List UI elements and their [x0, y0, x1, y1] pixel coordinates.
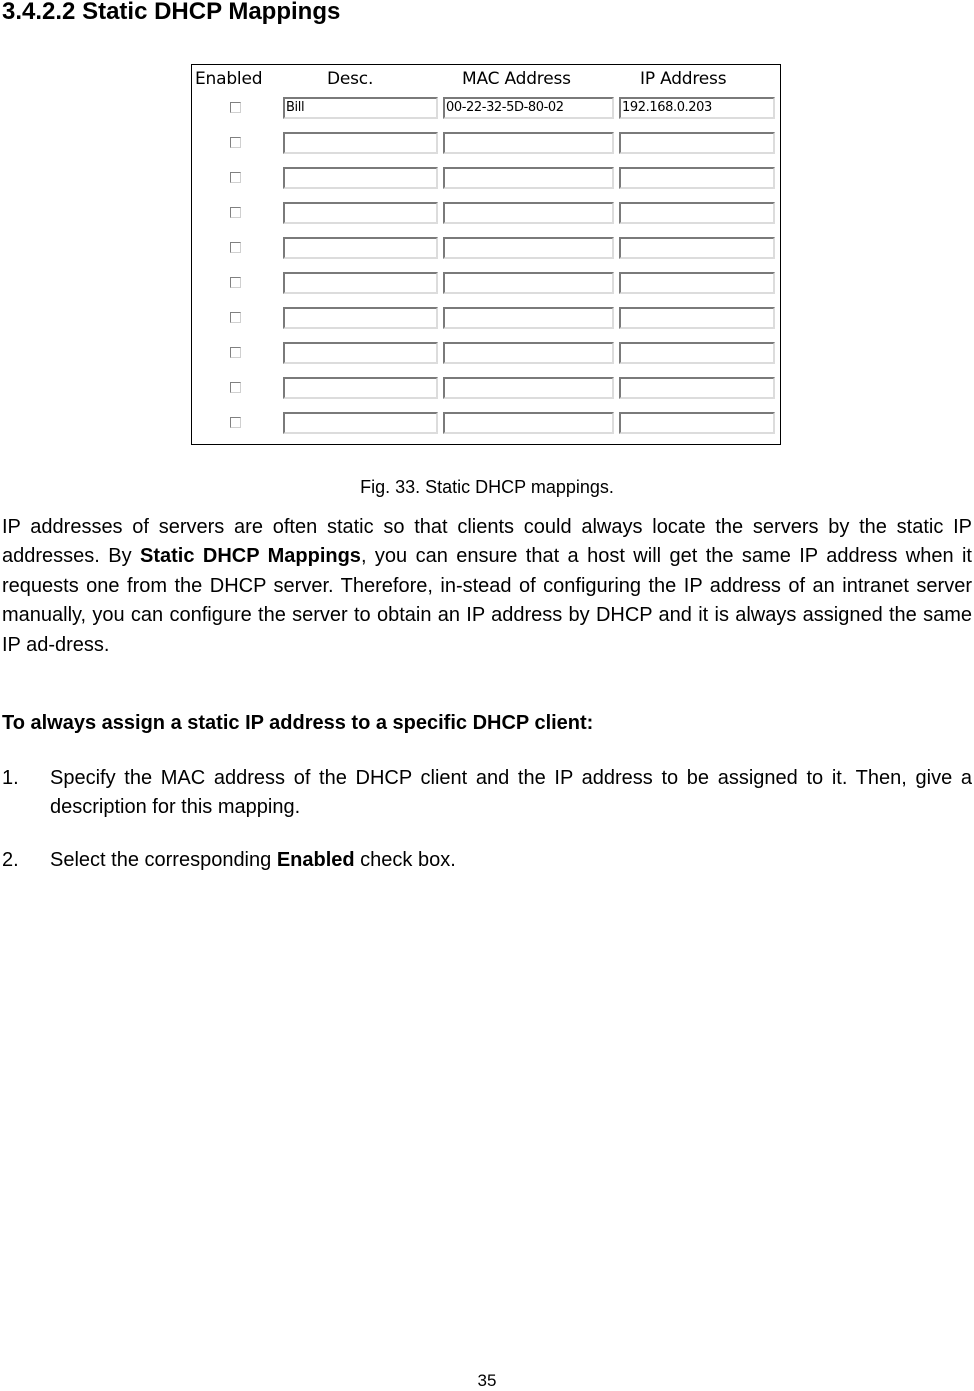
enabled-column-header: Enabled [195, 69, 263, 89]
step-text-before: Select the corresponding [50, 849, 277, 871]
desc-field[interactable] [283, 202, 438, 224]
mapping-row [192, 410, 780, 438]
paragraph-text-after: , you can ensure that a host will get the same IP address when it requests one from the DHCP server. Therefore, in-stead of configuring the IP address of an intranet server manually, you can configure the server to obtain an IP address by DHCP and it is always assigned the same IP ad-dress. [2, 545, 972, 656]
static-dhcp-mappings-figure [191, 64, 781, 445]
enabled-checkbox[interactable] [230, 347, 241, 358]
desc-field[interactable] [283, 132, 438, 154]
enabled-checkbox[interactable] [230, 137, 241, 148]
mac-address-field[interactable] [443, 412, 614, 434]
enabled-checkbox[interactable] [230, 102, 241, 113]
mac-address-field[interactable] [443, 342, 614, 364]
body-paragraph [2, 513, 972, 660]
step-number: 2. [2, 849, 19, 871]
mac-address-field[interactable] [443, 272, 614, 294]
ip-address-field[interactable]: 192.168.0.203 [619, 97, 775, 119]
desc-field[interactable] [283, 412, 438, 434]
mapping-row [192, 95, 780, 123]
ip-address-field[interactable] [619, 202, 775, 224]
ip-address-field[interactable] [619, 342, 775, 364]
mapping-row [192, 305, 780, 333]
enabled-checkbox[interactable] [230, 242, 241, 253]
enabled-checkbox[interactable] [230, 312, 241, 323]
desc-field[interactable]: Bill [283, 97, 438, 119]
desc-field[interactable] [283, 377, 438, 399]
ip-address-field[interactable] [619, 377, 775, 399]
enabled-checkbox[interactable] [230, 172, 241, 183]
desc-field[interactable] [283, 342, 438, 364]
enabled-checkbox[interactable] [230, 382, 241, 393]
enabled-checkbox[interactable] [230, 277, 241, 288]
mapping-row [192, 200, 780, 228]
figure-caption: Fig. 33. Static DHCP mappings. [360, 477, 614, 497]
enabled-checkbox[interactable] [230, 207, 241, 218]
mac-address-field[interactable] [443, 377, 614, 399]
mac-address-field[interactable] [443, 202, 614, 224]
mac-address-column-header: MAC Address [462, 69, 571, 89]
mapping-row [192, 235, 780, 263]
mapping-row [192, 130, 780, 158]
desc-field[interactable] [283, 307, 438, 329]
paragraph-text-before: IP addresses of servers are often static so that clients could always locate the servers by the static IP addresses. By [2, 516, 972, 568]
step-text-after: check box. [354, 849, 456, 871]
procedure-heading: To always assign a static IP address to a specific DHCP client: [2, 712, 594, 734]
mapping-row [192, 165, 780, 193]
mapping-row [192, 270, 780, 298]
desc-field[interactable] [283, 237, 438, 259]
step-number: 1. [2, 767, 19, 789]
ip-address-field[interactable] [619, 167, 775, 189]
desc-field[interactable] [283, 167, 438, 189]
mac-address-field[interactable] [443, 237, 614, 259]
mapping-row [192, 340, 780, 368]
ip-address-field[interactable] [619, 272, 775, 294]
ip-address-column-header: IP Address [640, 69, 727, 89]
mapping-row [192, 375, 780, 403]
ip-address-field[interactable] [619, 237, 775, 259]
step-text [50, 846, 972, 875]
ip-address-field[interactable] [619, 412, 775, 434]
section-heading: 3.4.2.2 Static DHCP Mappings [2, 0, 341, 25]
enabled-checkbox[interactable] [230, 417, 241, 428]
step-bold-term: Enabled [276, 849, 355, 871]
mac-address-field[interactable]: 00-22-32-5D-80-02 [443, 97, 614, 119]
page-number: 35 [477, 1371, 497, 1390]
mac-address-field[interactable] [443, 132, 614, 154]
ip-address-field[interactable] [619, 132, 775, 154]
mac-address-field[interactable] [443, 167, 614, 189]
ip-address-field[interactable] [619, 307, 775, 329]
mac-address-field[interactable] [443, 307, 614, 329]
desc-column-header: Desc. [327, 69, 374, 89]
desc-field[interactable] [283, 272, 438, 294]
step-text: Specify the MAC address of the DHCP client and the IP address to be assigned to it. Then, give a description for this mapping. [50, 767, 972, 818]
paragraph-bold-term: Static DHCP Mappings [140, 545, 361, 568]
